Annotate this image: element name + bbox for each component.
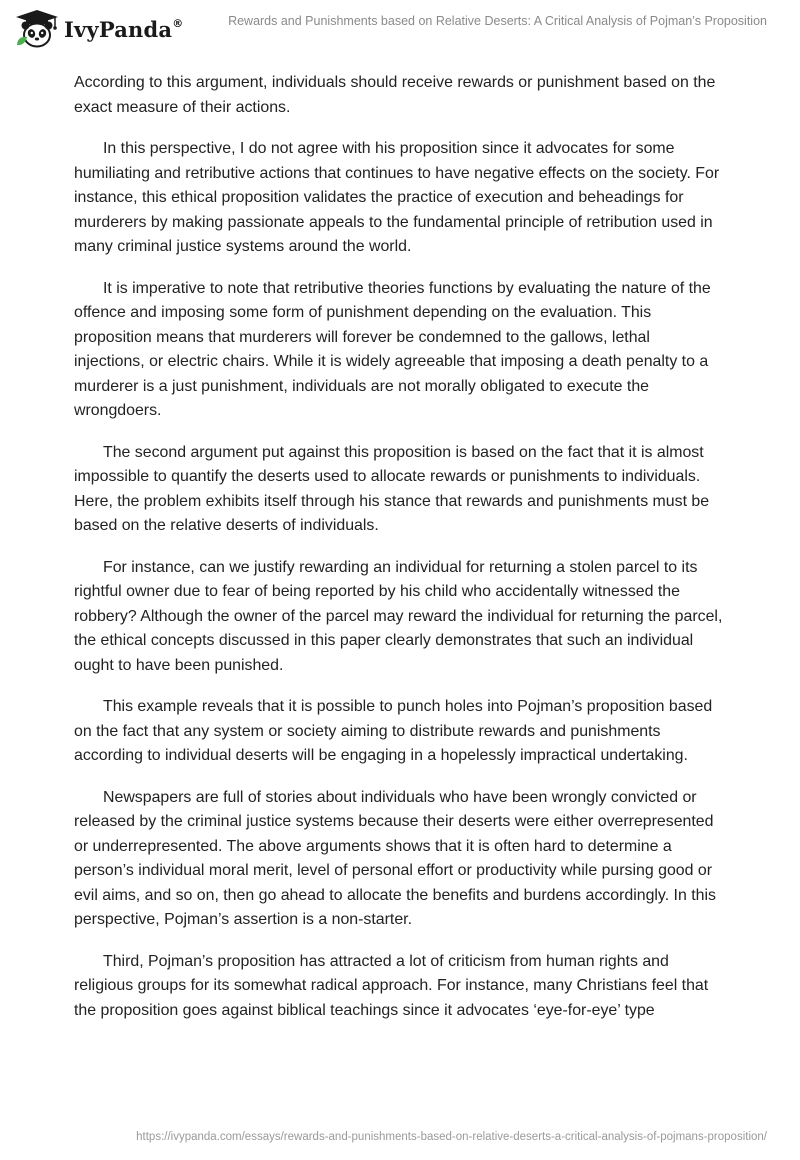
document-title: Rewards and Punishments based on Relative Deserts: A Critical Analysis of Pojman’s Proposition <box>228 14 767 28</box>
paragraph: Third, Pojman’s proposition has attracted a lot of criticism from human rights and religious groups for its somewhat radical approach. For instance, many Christians feel that the proposition goes against biblical teachings since it advocates ‘eye-for-eye’ type <box>74 952 709 1019</box>
ivypanda-logo[interactable] <box>14 9 183 49</box>
paragraph: According to this argument, individuals should receive rewards or punishment based on the exact measure of their actions. <box>74 74 716 116</box>
essay-body <box>74 71 724 1040</box>
paragraph: It is imperative to note that retributive theories functions by evaluating the nature of the offence and imposing some form of punishment depending on the evaluation. This proposition means that murderers will forever be condemned to the gallows, lethal injections, or electric chairs. While it is widely agreeable that imposing a death penalty to a murderer is a just punishment, individuals are not morally obligated to execute the wrongdoers. <box>74 279 711 419</box>
registered-mark: ® <box>172 16 184 30</box>
source-url-link[interactable]: https://ivypanda.com/essays/rewards-and-punishments-based-on-relative-deserts-a-critical-analysis-of-pojmans-proposition/ <box>136 1131 767 1143</box>
paragraph: For instance, can we justify rewarding an individual for returning a stolen parcel to its rightful owner due to fear of being reported by his child who accidentally witnessed the robbery? Although the owner of the parcel may reward the individual for returning the parcel, the ethical concepts discussed in this paper clearly demonstrates that such an individual ought to have been punished. <box>74 558 723 674</box>
paragraph: In this perspective, I do not agree with his proposition since it advocates for some humiliating and retributive actions that continues to have negative effects on the society. For instance, this ethical proposition validates the practice of execution and beheadings for murderers by making passionate appeals to the fundamental principle of retribution used in many criminal justice systems around the world. <box>74 140 720 255</box>
paragraph: Newspapers are full of stories about individuals who have been wrongly convicted or released by the criminal justice systems because their deserts were either overrepresented or underrepresented. The above arguments shows that it is often hard to determine a person’s individual moral merit, level of personal effort or productivity while pursing good or evil aims, and so on, then go ahead to allocate the benefits and burdens accordingly. In this perspective, Pojman’s assertion is a non-starter. <box>74 788 716 928</box>
panda-graduate-icon <box>14 9 60 49</box>
paragraph: The second argument put against this proposition is based on the fact that it is almost impossible to quantify the deserts used to allocate rewards or punishments to individuals. Here, the problem exhibits itself through his stance that rewards and punishments must be based on the relative deserts of individuals. <box>74 443 710 534</box>
paragraph: This example reveals that it is possible to punch holes into Pojman’s proposition based on the fact that any system or society aiming to distribute rewards and punishments according to individual deserts will be engaging in a hopelessly impractical undertaking. <box>74 698 713 764</box>
brand-name: IvyPanda® <box>64 16 184 42</box>
page-header <box>0 0 800 60</box>
